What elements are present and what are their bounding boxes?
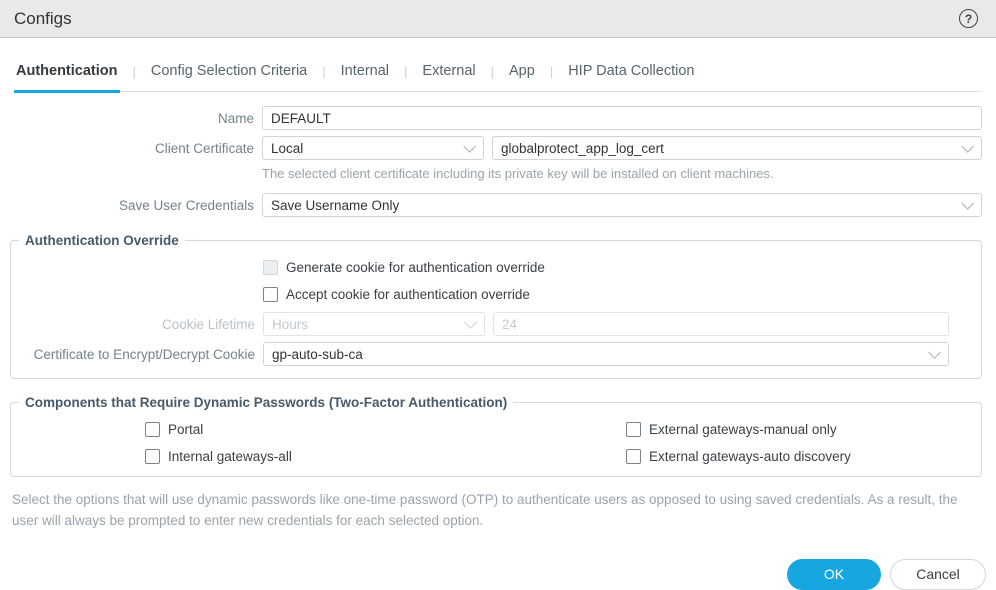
internal-gateways-checkbox[interactable] — [145, 449, 160, 464]
external-gateways-auto-checkbox[interactable] — [626, 449, 641, 464]
chevron-down-icon — [463, 140, 476, 153]
two-factor-section — [10, 395, 982, 477]
tab-separator: | — [490, 64, 494, 79]
portal-option — [11, 422, 492, 437]
dialog-buttons — [0, 559, 986, 590]
name-row — [0, 106, 982, 130]
portal-label: Portal — [168, 422, 204, 437]
tab-separator: | — [132, 64, 136, 79]
save-user-credentials-label: Save User Credentials — [118, 197, 254, 213]
external-gateways-manual-label: External gateways-manual only — [649, 422, 837, 437]
cookie-certificate-row — [11, 342, 959, 366]
tab-external[interactable]: External — [422, 63, 476, 79]
client-certificate-label: Client Certificate — [154, 140, 254, 156]
two-factor-legend: Components that Require Dynamic Passwords (Two-Factor Authentication) — [25, 395, 508, 410]
client-certificate-hint: The selected client certificate including its private key will be installed on client machines. — [262, 166, 774, 181]
chevron-down-icon — [464, 316, 477, 329]
tab-separator: | — [549, 64, 554, 79]
client-certificate-type-select[interactable]: Local — [262, 136, 484, 160]
cookie-certificate-label: Certificate to Encrypt/Decrypt Cookie — [33, 346, 255, 362]
internal-gateways-label: Internal gateways-all — [168, 449, 292, 464]
two-factor-description: Select the options that will use dynamic passwords like one-time password (OTP) to authenticate users as opposed to using saved credentials. As a result, the user will always be prompted to enter new credentials for each selected option. — [12, 492, 958, 528]
cookie-lifetime-unit-select: Hours — [263, 312, 485, 336]
cookie-lifetime-row — [11, 312, 959, 336]
ok-button[interactable]: OK — [787, 559, 881, 590]
client-certificate-select[interactable]: globalprotect_app_log_cert — [492, 136, 982, 160]
save-user-credentials-row — [0, 193, 982, 217]
tab-hip-data-collection[interactable]: HIP Data Collection — [568, 63, 695, 79]
accept-cookie-row — [11, 287, 959, 302]
generate-cookie-checkbox — [263, 260, 278, 275]
cancel-button[interactable]: Cancel — [890, 559, 986, 590]
cookie-lifetime-label: Cookie Lifetime — [161, 316, 255, 332]
cookie-certificate-select[interactable]: gp-auto-sub-ca — [263, 342, 949, 366]
chevron-down-icon — [928, 346, 941, 359]
name-label: Name — [217, 110, 254, 126]
tab-authentication[interactable]: Authentication — [14, 59, 120, 93]
save-user-credentials-select[interactable]: Save Username Only — [262, 193, 982, 217]
name-input[interactable]: DEFAULT — [262, 106, 982, 130]
portal-checkbox[interactable] — [145, 422, 160, 437]
dialog-title: Configs — [14, 8, 72, 28]
authentication-override-legend: Authentication Override — [25, 233, 179, 248]
tab-config-selection-criteria[interactable]: Config Selection Criteria — [150, 63, 308, 79]
tab-bar — [14, 38, 982, 92]
dialog-titlebar — [0, 0, 996, 38]
client-certificate-hint-row — [0, 166, 982, 181]
chevron-down-icon — [961, 197, 974, 210]
internal-gateways-option — [11, 449, 492, 464]
external-gateways-auto-option — [492, 449, 973, 464]
tab-internal[interactable]: Internal — [340, 63, 390, 79]
cookie-lifetime-amount-input: 24 — [493, 312, 949, 336]
authentication-override-section — [10, 233, 982, 379]
accept-cookie-checkbox[interactable] — [263, 287, 278, 302]
tab-app[interactable]: App — [509, 63, 535, 79]
generate-cookie-label: Generate cookie for authentication override — [286, 260, 545, 275]
external-gateways-auto-label: External gateways-auto discovery — [649, 449, 851, 464]
tab-separator: | — [404, 64, 408, 79]
accept-cookie-label: Accept cookie for authentication override — [286, 287, 530, 302]
client-certificate-row — [0, 136, 982, 160]
chevron-down-icon — [961, 140, 974, 153]
generate-cookie-row — [11, 260, 959, 275]
external-gateways-manual-checkbox[interactable] — [626, 422, 641, 437]
tab-separator: | — [322, 64, 326, 79]
external-gateways-manual-option — [492, 422, 973, 437]
help-icon[interactable]: ? — [959, 9, 978, 28]
